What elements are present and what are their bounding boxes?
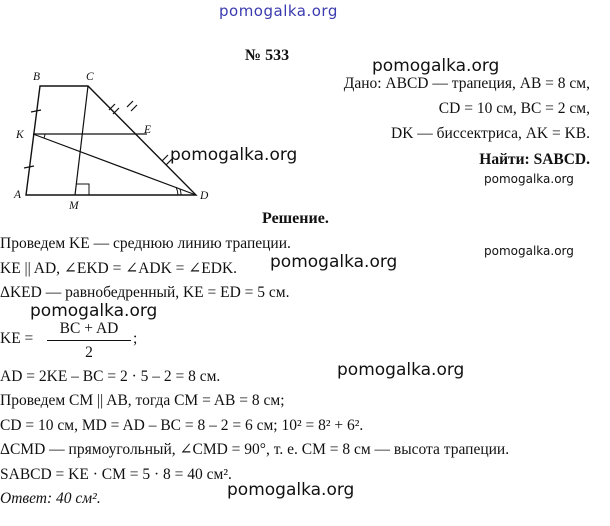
- fraction-denominator: 2: [85, 344, 93, 361]
- label-a: A: [14, 189, 22, 201]
- label-k: K: [16, 129, 24, 141]
- given-line-1: Дано: ABCD — трапеция, AB = 8 см,: [343, 75, 590, 92]
- fraction-numerator: BC + AD: [47, 320, 131, 341]
- watermark-top: pomogalka.org: [219, 2, 338, 20]
- segment-kd: [33, 134, 196, 195]
- solution-line-8: ΔCMD — прямоугольный, ∠CMD = 90°, т. е. CM = 8 см — высота трапеции.: [0, 441, 510, 458]
- label-e: E: [144, 124, 152, 136]
- problem-number: № 533: [245, 47, 290, 64]
- given-line-3: DK — биссектриса, AK = KB.: [391, 125, 590, 142]
- given-line-2: CD = 10 см, BC = 2 см,: [438, 100, 590, 117]
- answer-line: Ответ: 40 см².: [0, 490, 101, 507]
- watermark: pomogalka.org: [372, 56, 500, 76]
- label-c: C: [86, 71, 94, 83]
- trapezoid-figure: [0, 60, 240, 210]
- solution-line-2: KE || AD, ∠EKD = ∠ADK = ∠EDK.: [0, 260, 238, 277]
- formula-fraction: [47, 320, 131, 362]
- watermark: pomogalka.org: [484, 172, 574, 186]
- watermark: pomogalka.org: [337, 360, 465, 380]
- label-d: D: [200, 190, 209, 202]
- formula-lhs: KE =: [0, 330, 34, 347]
- label-b: B: [33, 71, 41, 83]
- solution-line-7: CD = 10 см, MD = AD – BC = 8 – 2 = 6 см; 10² = 8² + 6².: [0, 417, 364, 434]
- solution-line-1: Проведем KE — среднюю линию трапеции.: [0, 235, 291, 252]
- watermark: pomogalka.org: [170, 145, 298, 165]
- solution-title: Решение.: [262, 210, 329, 227]
- solution-line-5: AD = 2KE – BC = 2 · 5 – 2 = 8 см.: [0, 368, 221, 385]
- watermark: pomogalka.org: [30, 301, 158, 321]
- find-line: Найти: SABCD.: [479, 151, 590, 168]
- solution-line-3: ΔKED — равнобедренный, KE = ED = 5 см.: [0, 284, 290, 301]
- solution-line-6: Проведем CM || AB, тогда CM = AB = 8 см;: [0, 392, 285, 409]
- label-m: M: [69, 200, 79, 210]
- watermark: pomogalka.org: [227, 480, 355, 500]
- formula-tail: ;: [133, 330, 138, 347]
- segment-cm: [75, 86, 88, 195]
- solution-line-9: SABCD = KE · CM = 5 · 8 = 40 см².: [0, 466, 232, 483]
- watermark: pomogalka.org: [484, 244, 574, 258]
- watermark: pomogalka.org: [270, 252, 398, 272]
